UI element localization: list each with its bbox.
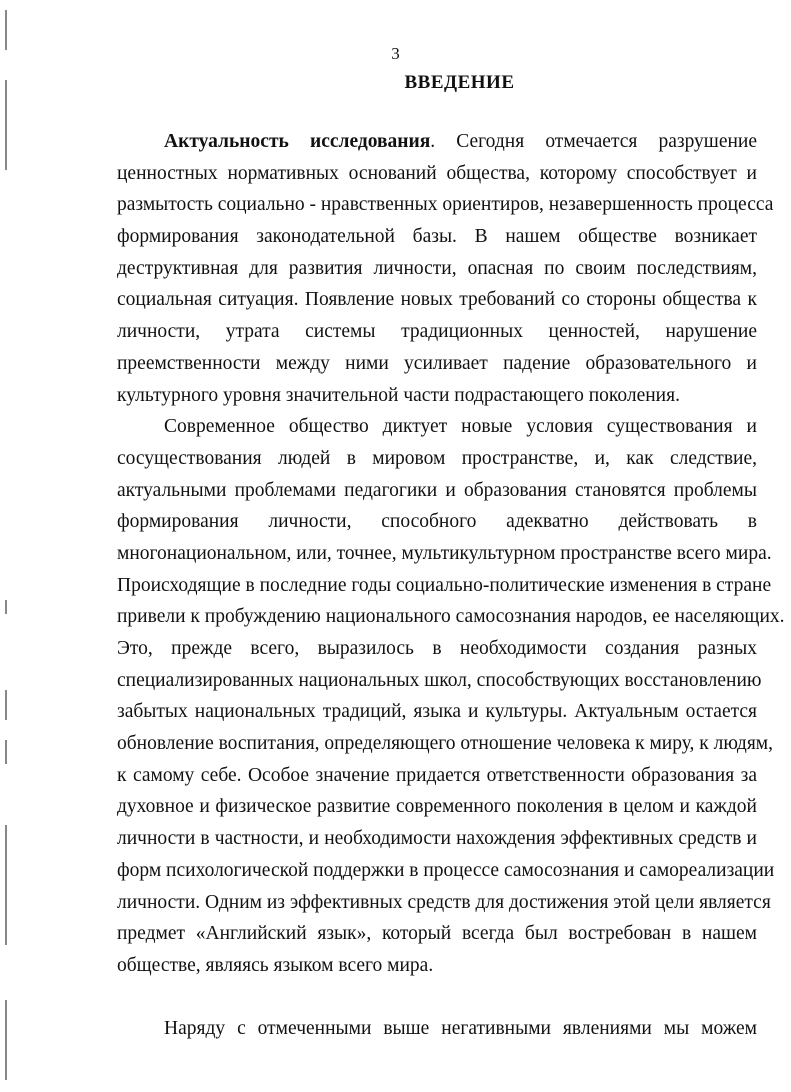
paragraph-2-line: многонациональном, или, точнее, мультикультурном пространстве всего мира. xyxy=(117,542,772,564)
paragraph-1-line: размытость социально - нравственных ориентиров, незавершенность процесса xyxy=(117,194,774,216)
paragraph-3-line: Наряду с отмеченными выше негативными явлениями мы можем xyxy=(164,1017,757,1039)
section-title: ВВЕДЕНИЕ xyxy=(404,72,515,93)
paragraph-2-line: формирования личности, способного адекватно действовать в xyxy=(117,511,757,533)
scan-edge-marks xyxy=(0,0,14,1092)
paragraph-1-line: личности, утрата системы традиционных ценностей, нарушение xyxy=(117,321,757,343)
paragraph-1-line: формирования законодательной базы. В нашем обществе возникает xyxy=(117,226,757,248)
paragraph-2-line: к самому себе. Особое значение придается ответственности образования за xyxy=(117,764,757,786)
paragraph-2-line: сосуществования людей в мировом пространстве, и, как следствие, xyxy=(117,447,757,469)
paragraph-1-line xyxy=(117,126,757,158)
paragraph-2-line: Происходящие в последние годы социально-политические изменения в стране xyxy=(117,574,772,596)
paragraph-2-line: забытых национальных традиций, языка и культуры. Актуальным остается xyxy=(117,701,757,723)
paragraph-1-line: социальная ситуация. Появление новых требований со стороны общества к xyxy=(117,289,757,311)
paragraph-2-line: личности. Одним из эффективных средств для достижения этой цели является xyxy=(117,891,771,913)
lead-continuation: . Сегодня отмечается разрушение xyxy=(430,131,758,152)
body-text xyxy=(117,126,785,1044)
paragraph-2-line: Это, прежде всего, выразилось в необходимости создания разных xyxy=(117,638,757,659)
bold-lead: Актуальность исследования xyxy=(164,131,431,152)
paragraph-1-line: деструктивная для развития личности, опасная по своим последствиям, xyxy=(117,257,757,279)
paragraph-2-line: духовное и физическое развитие современного поколения в целом и каждой xyxy=(117,796,757,818)
paragraph-2-line: обновление воспитания, определяющего отношение человека к миру, к людям, xyxy=(117,733,774,755)
paragraph-1-line: культурного уровня значительной части подрастающего поколения. xyxy=(117,384,680,406)
page-number: 3 xyxy=(391,44,400,63)
paragraph-1-line: преемственности между ними усиливает падение образовательного и xyxy=(117,352,757,374)
paragraph-2-line: привели к пробуждению национального самосознания народов, ее населяющих. xyxy=(117,606,785,628)
paragraph-2-line: предмет «Английский язык», который всегда был востребован в нашем xyxy=(117,923,757,945)
paragraph-2-line: Современное общество диктует новые условия существования и xyxy=(164,416,757,438)
paragraph-2-line: обществе, являясь языком всего мира. xyxy=(117,954,434,976)
paragraph-2-line: форм психологической поддержки в процессе самосознания и самореализации xyxy=(117,859,775,881)
paragraph-2-line: специализированных национальных школ, способствующих восстановлению xyxy=(117,669,762,691)
paragraph-1-line: ценностных нормативных оснований общества, которому способствует и xyxy=(117,162,757,184)
paragraph-2-line: актуальными проблемами педагогики и образования становятся проблемы xyxy=(117,479,757,501)
paragraph-2-line: личности в частности, и необходимости нахождения эффективных средств и xyxy=(117,828,757,850)
